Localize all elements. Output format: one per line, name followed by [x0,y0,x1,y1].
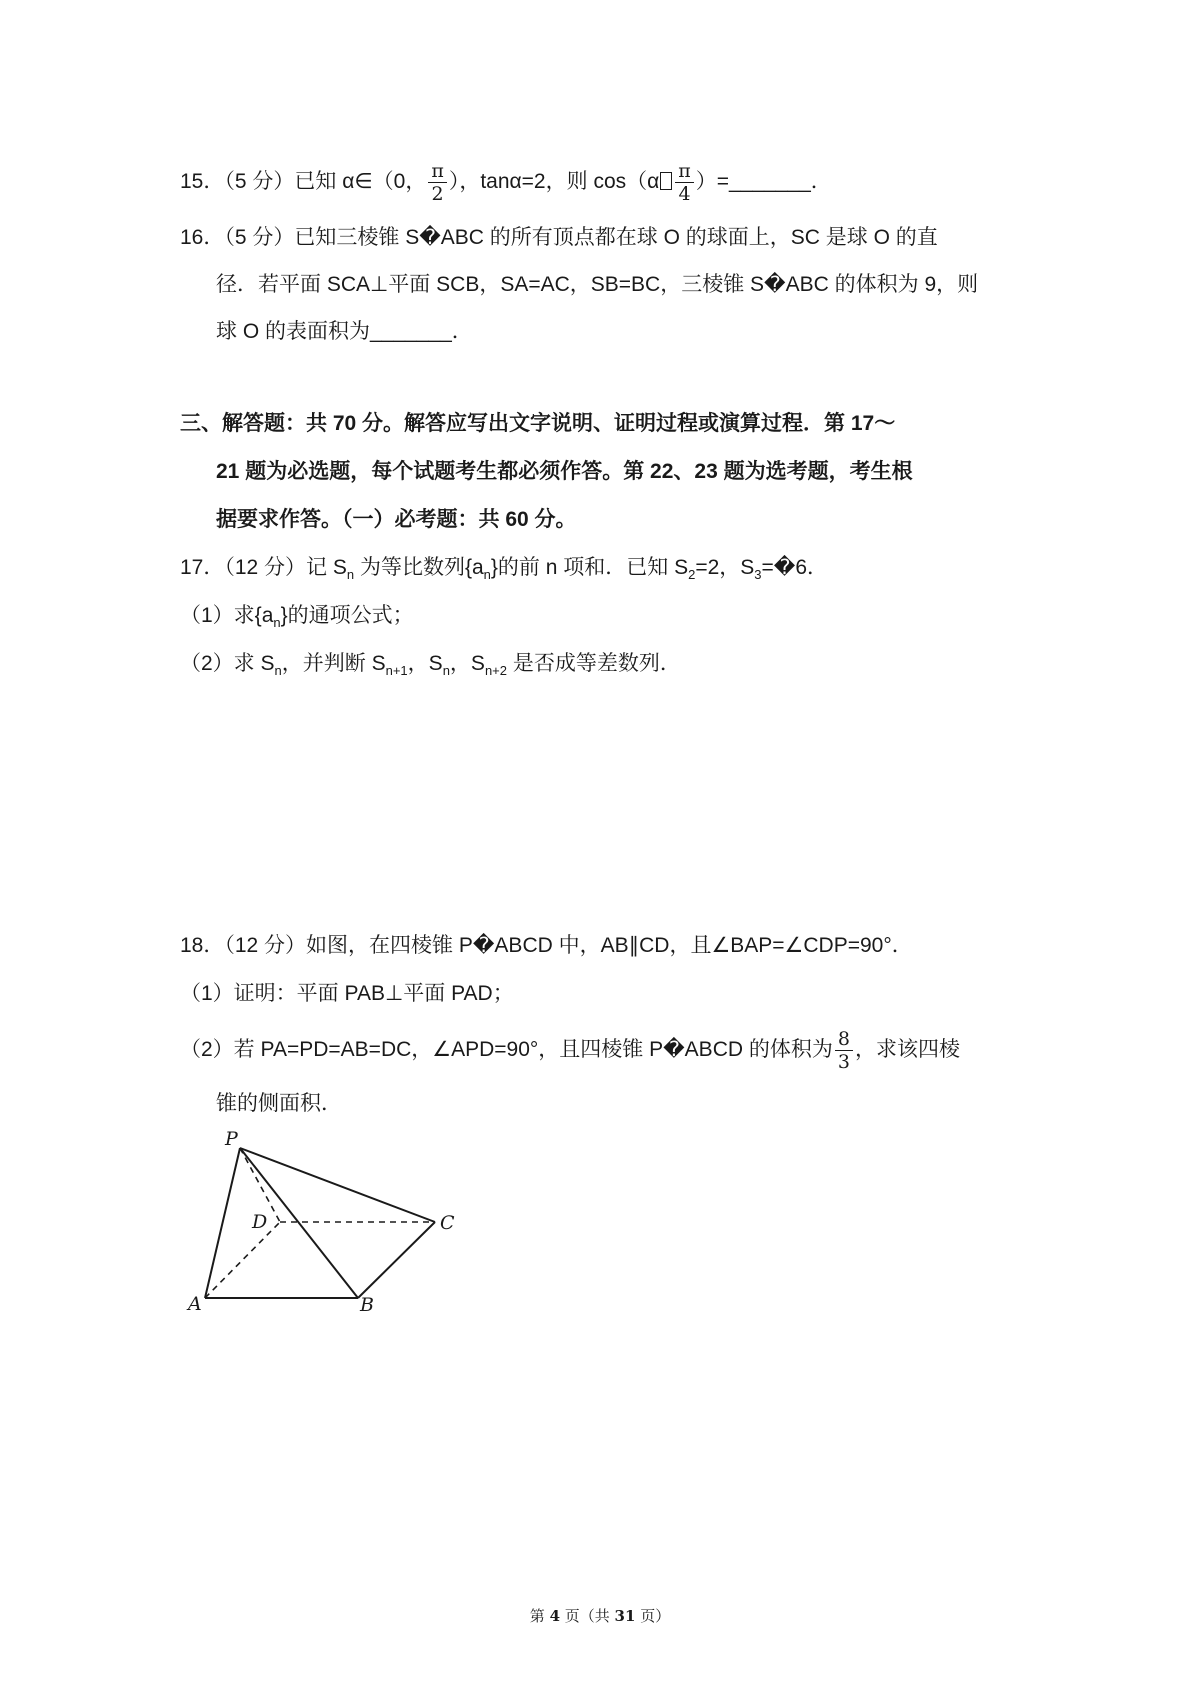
question-15: 15．（5 分）已知 α∈（0， $\frac{\pi}{2}$ ），tanα=2，则 cos（α $\frac{\pi}{4}$ ）=_______． [180,160,832,205]
page-footer: 第 4 页（共 31 页） [529,1607,671,1625]
edge-PA [205,1148,240,1298]
fraction-pi-over-2: $\frac{\pi}{2}$ [428,160,447,205]
pyramid-figure [180,1125,480,1315]
page-number: 4 [549,1607,560,1625]
section-3-line-2: 21 题为必选题，每个试题考生都必须作答。第 22、23 题为选考题，考生根 [216,460,913,483]
q18-part-2: （2）若 PA=PD=AB=DC，∠APD=90°，且四棱锥 P�ABCD 的体积为 $\frac{8}{3}$ ，求该四棱 [180,1028,960,1073]
q17-line-1: 17．（12 分）记 $S_n$ 为等比数列$\{a_n\}$的前 n 项和．已知 $S_2=2$，$S_3=�6$． [180,556,829,583]
label-P: P [225,1128,238,1150]
section-3-line-1: 三、解答题：共 70 分。解答应写出文字说明、证明过程或演算过程．第 17～ [180,412,896,435]
fraction-pi-over-4: $\frac{\pi}{4}$ [675,160,694,205]
q18-part-2-line-2: 锥的侧面积． [216,1092,342,1115]
label-D: D [252,1211,268,1233]
q16-line-3: 球 O 的表面积为_______． [216,320,473,343]
q17-part-1: （1）求$\{a_n\}$的通项公式； [180,604,414,631]
q16-line-1: 16．（5 分）已知三棱锥 S�ABC 的所有顶点都在球 O 的球面上，SC 是球 O 的直 [180,226,938,249]
edge-BC [358,1222,435,1298]
missing-glyph-box [660,172,672,190]
q15-text-start: 15． [180,170,225,194]
label-C: C [440,1212,455,1234]
q18-line-1: 18．（12 分）如图，在四棱锥 P�ABCD 中，AB∥CD，且∠BAP=∠CDP=90°． [180,934,913,957]
q18-part-1: （1）证明：平面 PAB⊥平面 PAD； [180,982,514,1005]
q17-part-2: （2）求 $S_n$，并判断 $S_{n+1}$，$S_n$，$S_{n+2}$ 是否成等差数列． [180,652,681,679]
total-pages: 31 [614,1607,636,1625]
label-A: A [188,1293,202,1315]
edge-AD [205,1222,280,1298]
label-B: B [360,1294,374,1315]
fraction-8-over-3: $\frac{8}{3}$ [835,1028,853,1073]
q16-line-2: 径．若平面 SCA⊥平面 SCB，SA=AC，SB=BC，三棱锥 S�ABC 的体积为 9，则 [216,273,979,296]
section-3-line-3: 据要求作答。（一）必考题：共 60 分。 [216,508,577,531]
